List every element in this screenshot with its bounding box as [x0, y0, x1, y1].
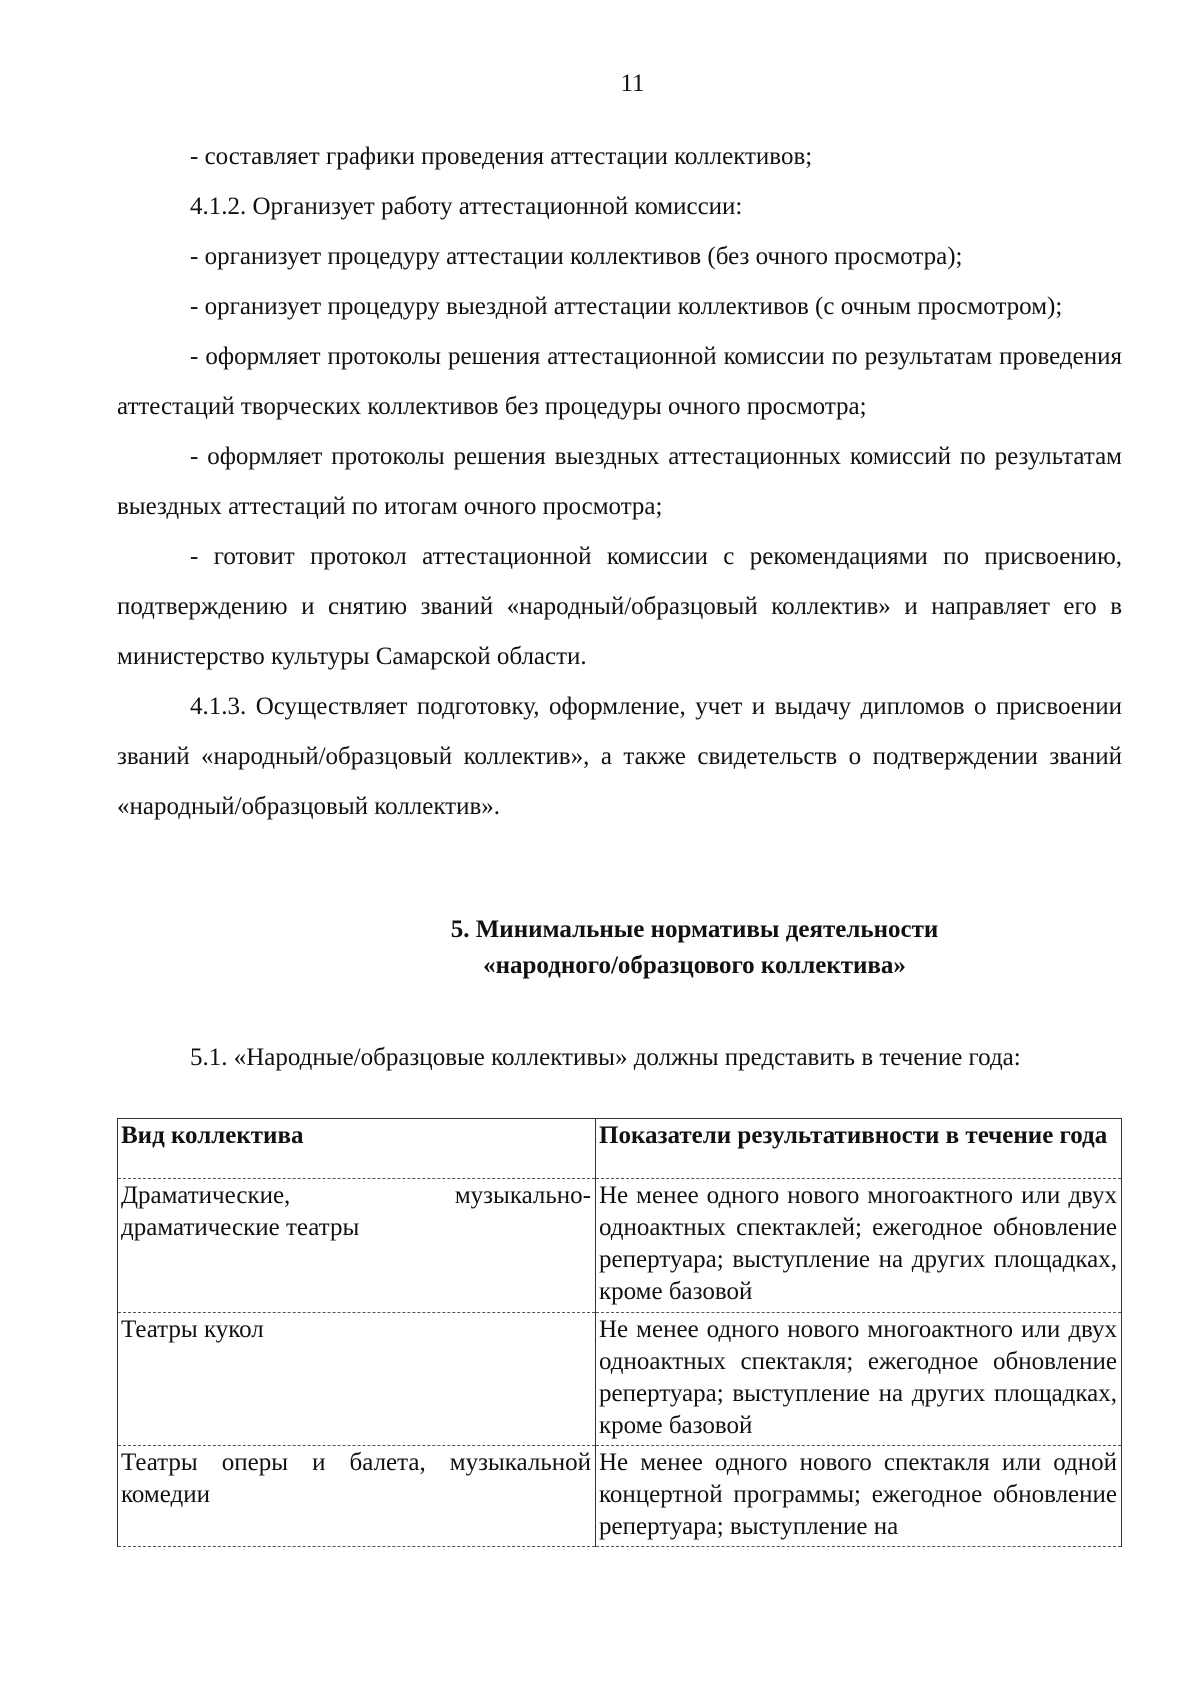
paragraph: - оформляет протоколы решения аттестационной комиссии по результатам проведения аттестаций творческих коллективов без процедуры очного просмотра; — [117, 343, 1122, 420]
paragraph: - организует процедуру аттестации коллективов (без очного просмотра); — [190, 243, 963, 270]
table-header-cell: Показатели результативности в течение года — [596, 1119, 1122, 1179]
section-intro — [117, 1030, 1122, 1086]
page-number: 11 — [620, 70, 645, 97]
table-row — [118, 1179, 1122, 1313]
table-cell-indicators: Не менее одного нового многоактного или двух одноактных спектакля; ежегодное обновление репертуара; выступление на других площадках, кроме базовой — [596, 1313, 1122, 1446]
regulation-text — [117, 132, 1122, 832]
table-cell-type: Театры оперы и балета, музыкальной комедии — [118, 1446, 596, 1547]
paragraph: - готовит протокол аттестационной комиссии с рекомендациями по присвоению, подтверждению и снятию званий «народный/образцовый коллектив» и направляет его в министерство культуры Самарской области. — [117, 543, 1122, 670]
table-cell-indicators: Не менее одного нового многоактного или двух одноактных спектаклей; ежегодное обновление репертуара; выступление на других площадках, кроме базовой — [596, 1179, 1122, 1313]
paragraph: - составляет графики проведения аттестации коллективов; — [190, 143, 813, 170]
table-cell-indicators: Не менее одного нового спектакля или одной концертной программы; ежегодное обновление репертуара; выступление на — [596, 1446, 1122, 1547]
section-intro-text: 5.1. «Народные/образцовые коллективы» должны представить в течение года: — [190, 1044, 1021, 1071]
table-header-row — [118, 1119, 1122, 1179]
table-header-cell: Вид коллектива — [118, 1119, 596, 1179]
table-cell-type: Драматические, музыкально-драматические театры — [118, 1179, 596, 1313]
section-heading — [117, 912, 1122, 984]
section-title-line2: «народного/образцового коллектива» — [483, 952, 906, 979]
paragraph: - организует процедуру выездной аттестации коллективов (с очным просмотром); — [190, 293, 1063, 320]
table-row — [118, 1446, 1122, 1547]
paragraph: 4.1.2. Организует работу аттестационной комиссии: — [190, 193, 743, 220]
table-row — [118, 1313, 1122, 1446]
paragraph: 4.1.3. Осуществляет подготовку, оформление, учет и выдачу дипломов о присвоении званий «народный/образцовый коллектив», а также свидетельств о подтверждении званий «народный/образцовый коллектив». — [117, 693, 1122, 820]
standards-table — [117, 1118, 1122, 1547]
paragraph: - оформляет протоколы решения выездных аттестационных комиссий по результатам выездных аттестаций по итогам очного просмотра; — [117, 443, 1122, 520]
section-title-line1: 5. Минимальные нормативы деятельности — [450, 916, 939, 943]
table-cell-type: Театры кукол — [118, 1313, 596, 1446]
